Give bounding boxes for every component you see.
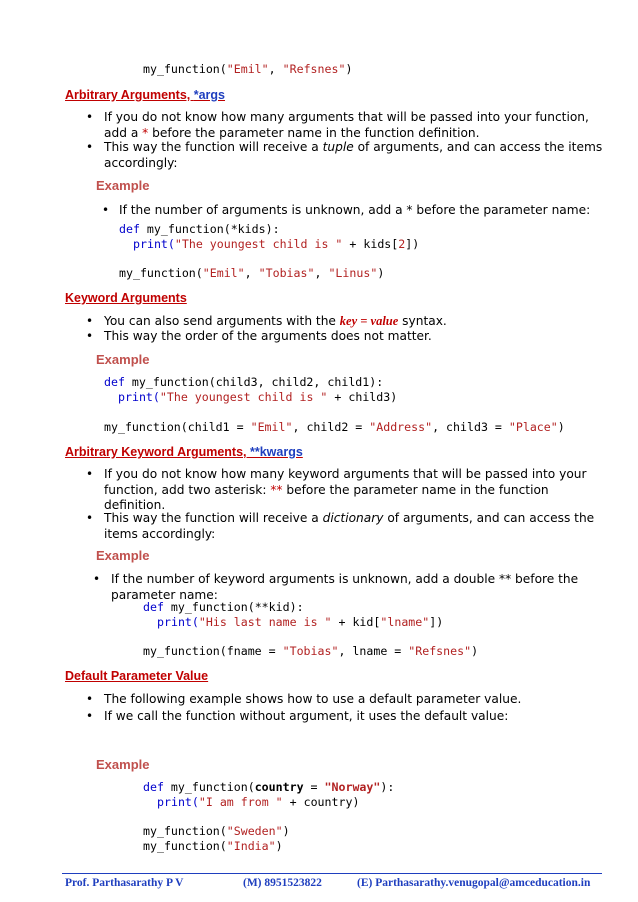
code-token: = — [303, 780, 325, 794]
code-keyword: def — [143, 780, 164, 794]
code-token: my_function( — [143, 824, 227, 838]
footer-email: (E) Parthasarathy.venugopal@amceducation.in — [357, 877, 591, 889]
bullet-line — [104, 126, 589, 142]
code-token: ) — [377, 266, 385, 280]
code-line — [104, 375, 383, 390]
bullet-line — [104, 511, 594, 527]
code-string: "Address" — [369, 420, 433, 434]
example-label: Example — [96, 757, 150, 772]
bullet-dot: • — [86, 692, 94, 706]
footer-author: Prof. Parthasarathy P V — [65, 877, 184, 889]
code-line — [157, 615, 443, 630]
bullet-line: parameter name: — [111, 587, 218, 602]
code-line — [143, 780, 394, 795]
asterisk: * — [142, 125, 149, 140]
bullet-text: This way the order of the arguments does not matter. — [104, 329, 432, 343]
code-token: my_function( — [163, 780, 255, 794]
bullet-line: If you do not know how many arguments that will be passed into your function, — [104, 110, 589, 124]
code-line — [118, 390, 397, 405]
bullet-dot: • — [86, 511, 94, 525]
code-token: + kid[ — [331, 615, 381, 629]
bullet-dot: • — [86, 314, 94, 328]
asterisk: ** — [270, 482, 283, 497]
code-string: "Emil" — [226, 62, 269, 76]
code-token: ) — [282, 824, 290, 838]
code-string: "Tobias" — [258, 266, 315, 280]
heading-text: Default Parameter Value — [65, 669, 209, 683]
code-token: my_function( — [119, 266, 203, 280]
code-token: ) — [345, 62, 353, 76]
bullet-text — [104, 511, 594, 542]
section-heading-arbitrary-kwargs — [65, 445, 303, 459]
emphasis: dictionary — [322, 511, 384, 525]
code-token: , — [244, 266, 259, 280]
code-string: "Emil" — [202, 266, 245, 280]
bullet-dot: • — [93, 572, 101, 586]
bullet-text — [104, 467, 587, 514]
bullet-dot: • — [86, 110, 94, 124]
code-string: "India" — [226, 839, 276, 853]
code-keyword: def — [119, 222, 140, 236]
bullet-line: items accordingly: — [104, 526, 216, 541]
code-token: my_function( — [143, 839, 227, 853]
code-string: "The youngest child is " — [174, 237, 343, 251]
code-string: "His last name is " — [198, 615, 332, 629]
text-run: of arguments, and can access the — [383, 511, 595, 525]
code-token: , child2 = — [292, 420, 370, 434]
code-token: ]) — [429, 615, 444, 629]
text-run: You can also send arguments with the — [104, 314, 340, 328]
section-heading-keyword-args — [65, 291, 187, 305]
code-string: "Sweden" — [226, 824, 283, 838]
code-token: my_function(fname = — [143, 644, 283, 658]
code-string: "Place" — [508, 420, 558, 434]
code-token: my_function(*kids): — [139, 222, 280, 236]
bullet-dot: • — [86, 329, 94, 343]
example-bullet-text — [111, 572, 578, 603]
example-bullet-text: If the number of arguments is unknown, add a * before the parameter name: — [119, 203, 591, 217]
footer-divider — [62, 873, 602, 874]
code-token: ) — [275, 839, 283, 853]
text-run: before the parameter name in the function definition. — [148, 125, 480, 140]
example-label: Example — [96, 352, 150, 367]
bullet-text: The following example shows how to use a default parameter value. — [104, 692, 522, 706]
code-line — [143, 824, 290, 839]
code-string: "Refsnes" — [408, 644, 472, 658]
emphasis: tuple — [322, 140, 354, 154]
bullet-line — [104, 483, 587, 499]
bullet-line: If you do not know how many keyword arguments that will be passed into your — [104, 467, 587, 481]
code-keyword: def — [143, 600, 164, 614]
code-token: + kids[ — [342, 237, 399, 251]
bullet-line — [104, 140, 602, 156]
code-token: , — [314, 266, 329, 280]
code-line — [157, 795, 359, 810]
text-run: of arguments, and can access the items — [353, 140, 603, 154]
code-token: my_function(child1 = — [104, 420, 251, 434]
bullet-dot: • — [86, 467, 94, 481]
text-run: syntax. — [398, 314, 447, 328]
text-run: add a — [104, 125, 143, 140]
code-token: my_function( — [143, 62, 227, 76]
text-run: This way the function will receive a — [104, 140, 323, 154]
code-token: ) — [557, 420, 565, 434]
bullet-text: If we call the function without argument, it uses the default value: — [104, 709, 509, 723]
heading-args: *args — [193, 88, 226, 102]
code-keyword: print( — [118, 390, 160, 404]
code-token: my_function(**kid): — [163, 600, 304, 614]
code-string: "Linus" — [328, 266, 378, 280]
text-run: function, add two asterisk: — [104, 482, 271, 497]
code-string: "Emil" — [250, 420, 293, 434]
code-param: country — [254, 780, 304, 794]
code-line — [143, 600, 304, 615]
code-number: 2 — [398, 237, 406, 251]
code-string: "lname" — [380, 615, 430, 629]
bullet-line: If the number of keyword arguments is unknown, add a double ** before the — [111, 572, 579, 586]
code-token: + child3) — [327, 390, 398, 404]
code-line — [119, 222, 280, 237]
code-line — [104, 420, 565, 435]
code-keyword: print( — [133, 237, 175, 251]
code-line — [133, 237, 419, 252]
code-token: my_function(child3, child2, child1): — [124, 375, 384, 389]
bullet-text — [104, 110, 589, 141]
heading-args: **kwargs — [250, 445, 303, 459]
section-heading-arbitrary-args — [65, 88, 225, 102]
code-line — [143, 644, 478, 659]
section-heading-default-param — [65, 669, 208, 683]
code-token: ): — [380, 780, 395, 794]
code-string: "I am from " — [198, 795, 283, 809]
bullet-text — [104, 140, 602, 171]
footer-mobile: (M) 8951523822 — [243, 877, 322, 889]
example-label: Example — [96, 548, 150, 563]
code-token: , child3 = — [432, 420, 509, 434]
code-keyword: print( — [157, 795, 199, 809]
code-string: "The youngest child is " — [159, 390, 328, 404]
key-value-syntax: key = value — [339, 314, 399, 328]
code-string: "Tobias" — [282, 644, 339, 658]
example-label: Example — [96, 178, 150, 193]
code-token: + country) — [282, 795, 360, 809]
code-token: ) — [471, 644, 479, 658]
code-string: "Refsnes" — [282, 62, 346, 76]
code-keyword: def — [104, 375, 125, 389]
text-run: This way the function will receive a — [104, 511, 323, 525]
heading-text: Arbitrary Arguments, — [65, 88, 194, 102]
code-token: , — [268, 62, 283, 76]
code-token: , lname = — [338, 644, 409, 658]
code-line — [143, 62, 352, 77]
bullet-line: definition. — [104, 498, 166, 512]
bullet-dot: • — [86, 140, 94, 154]
code-token: ]) — [405, 237, 420, 251]
code-keyword: print( — [157, 615, 199, 629]
code-string: "Norway" — [324, 780, 381, 794]
text-run: before the parameter name in the function — [282, 482, 549, 497]
bullet-line: accordingly: — [104, 155, 178, 170]
bullet-text — [104, 314, 447, 330]
heading-text: Arbitrary Keyword Arguments, — [65, 445, 250, 459]
code-line — [143, 839, 283, 854]
heading-text: Keyword Arguments — [65, 291, 187, 305]
bullet-dot: • — [86, 709, 94, 723]
bullet-dot: • — [102, 203, 110, 217]
code-line — [119, 266, 384, 281]
